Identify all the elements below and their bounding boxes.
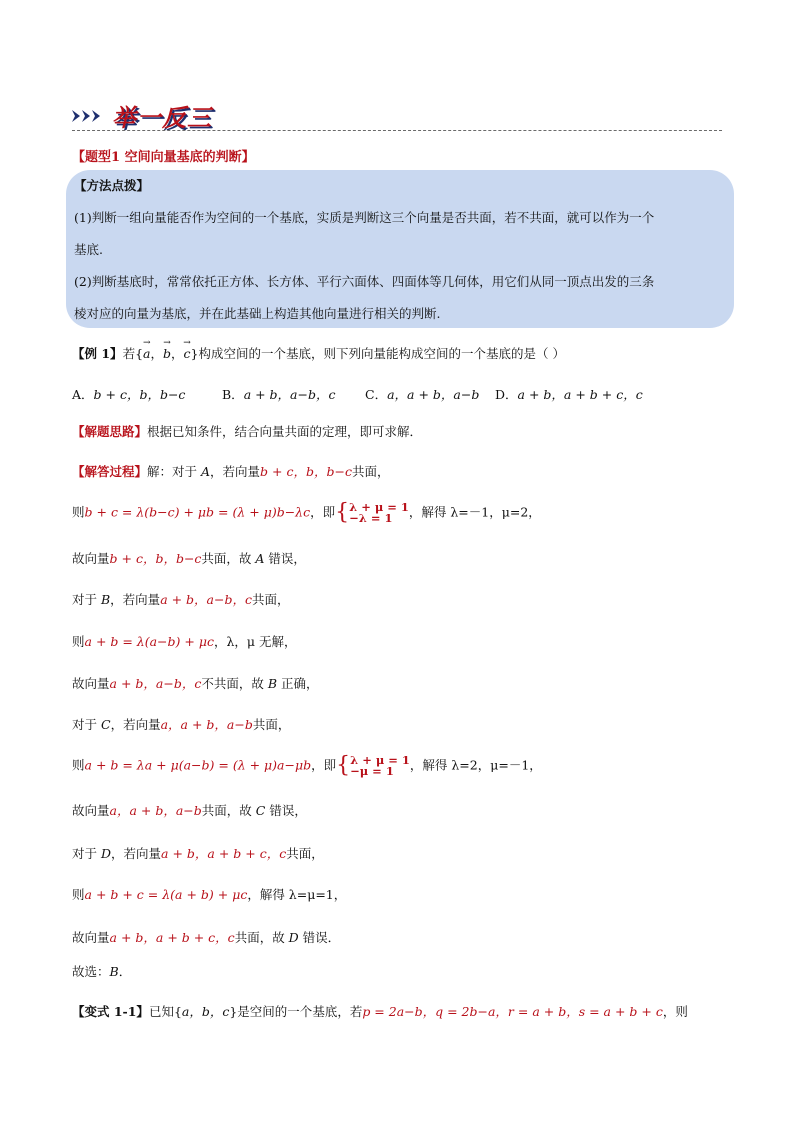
- case-letter: D: [100, 846, 112, 861]
- variant-label: 【变式 1-1】: [72, 1004, 149, 1019]
- text: ，解得 λ=2，μ=－1，: [409, 757, 542, 773]
- text: 共面，故: [201, 551, 256, 566]
- option-c: [365, 386, 479, 404]
- solution-line-10: [72, 845, 324, 863]
- case-letter: C: [100, 717, 111, 732]
- vector-definitions: p = 2a−b，q = 2b−a，r = a + b，s = a + b + c: [362, 1004, 663, 1019]
- method-point-2a: (2)判断基底时，常常依托正方体、长方体、平行六面体、四面体等几何体，用它们从同一顶点出发的三条: [74, 274, 655, 289]
- method-tips-box: [66, 170, 734, 328]
- vector-a: → a: [143, 345, 150, 363]
- equation: −λ = 1: [349, 511, 393, 525]
- option-b-text: a + b，a−b，c: [243, 387, 336, 402]
- left-brace: {: [336, 753, 351, 778]
- case-letter: A: [201, 464, 211, 479]
- case-letter: B: [100, 592, 111, 607]
- example-text-pre: 若{: [122, 346, 144, 361]
- text: ，则: [662, 1004, 688, 1019]
- case-letter: C: [255, 803, 266, 818]
- vector-expression: b + c，b，b−c: [109, 551, 202, 566]
- text: ，即: [310, 504, 336, 520]
- method-point-1a: (1)判断一组向量能否作为空间的一个基底，实质是判断这三个向量是否共面，若不共面，就可以作为一个: [74, 210, 655, 225]
- method-point-2b: 棱对应的向量为基底，并在此基础上构造其他向量进行相关的判断.: [74, 306, 441, 321]
- option-a-letter: A．: [72, 387, 94, 402]
- vector-expression: a，a + b，a−b: [109, 803, 202, 818]
- solution-line-2: [72, 502, 541, 524]
- solution-line-9: [72, 802, 307, 820]
- text: 正确，: [277, 676, 319, 691]
- text: 解：对于: [147, 464, 201, 479]
- answer-line: [72, 963, 131, 981]
- text: ，λ，μ 无解，: [213, 634, 297, 649]
- basis-vectors: a，b，c: [181, 1004, 230, 1019]
- text: 故向量: [72, 676, 110, 691]
- text: ．: [118, 964, 132, 979]
- solution-line-4: [72, 591, 290, 609]
- equation: −μ = 1: [350, 764, 394, 778]
- text: 对于: [72, 717, 101, 732]
- solution-line-8: [72, 755, 542, 777]
- text: 共面，故: [201, 803, 256, 818]
- arrow-chevrons-icon: [72, 108, 110, 124]
- question-type-title: 【题型1 空间向量基底的判断】: [72, 150, 255, 165]
- text: }是空间的一个基底，若: [229, 1004, 363, 1019]
- text: 则: [72, 634, 85, 649]
- text: ，若向量: [110, 592, 161, 607]
- banner-title: 举一反三: [112, 103, 212, 132]
- option-b-letter: B．: [222, 387, 244, 402]
- method-title: 【方法点拨】: [74, 178, 150, 193]
- solution-idea-label: 【解题思路】: [72, 424, 148, 439]
- text: 共面，: [351, 464, 390, 479]
- case-letter: D: [288, 930, 299, 945]
- vector-expression: a + b，a + b + c，c: [109, 930, 235, 945]
- solution-line-11: [72, 886, 346, 904]
- left-brace: {: [335, 500, 350, 525]
- option-d-text: a + b，a + b + c，c: [517, 387, 643, 402]
- text: ，解得 λ=－1，μ=2，: [408, 504, 541, 520]
- equation: λ + μ = 1: [349, 500, 409, 514]
- text: 共面，: [252, 592, 290, 607]
- text: 错误．: [298, 930, 341, 945]
- vector-expression: a + b，a + b + c，c: [161, 846, 287, 861]
- variant-question: [72, 1003, 688, 1021]
- option-d: [495, 386, 643, 404]
- solution-line-1: [72, 463, 389, 481]
- text: 则: [72, 757, 85, 773]
- option-b: [222, 386, 336, 404]
- text: ，若向量: [110, 717, 161, 732]
- vector-expression: b + c，b，b−c: [260, 464, 352, 479]
- text: 则: [72, 887, 85, 902]
- text: 错误，: [264, 551, 306, 566]
- vector-c: → c: [184, 345, 191, 363]
- method-point-1b: 基底.: [74, 242, 103, 257]
- equation-system: [350, 755, 410, 777]
- text: 不共面，故: [201, 676, 268, 691]
- option-a-text: b + c，b，b−c: [93, 387, 186, 402]
- vector-equation: a + b = λa + μ(a−b) = (λ + μ)a−μb: [84, 757, 312, 773]
- vector-expression: a + b，a−b，c: [109, 676, 202, 691]
- vector-equation: a + b = λ(a−b) + μc: [84, 634, 214, 649]
- text: ，即: [311, 757, 337, 773]
- banner-divider: [72, 130, 722, 131]
- text: ，若向量: [210, 464, 261, 479]
- text: 故向量: [72, 551, 110, 566]
- text: 故向量: [72, 930, 110, 945]
- text: 故选：: [72, 964, 110, 979]
- text: 共面，: [252, 717, 291, 732]
- equation: λ + μ = 1: [350, 753, 410, 767]
- text: ，解得 λ=μ=1，: [247, 887, 347, 902]
- solution-line-7: [72, 716, 290, 734]
- option-c-letter: C．: [365, 387, 388, 402]
- text: 对于: [72, 592, 101, 607]
- case-letter: A: [255, 551, 265, 566]
- solution-line-6: [72, 675, 318, 693]
- example-label: 【例 1】: [72, 346, 123, 361]
- option-c-text: a，a + b，a−b: [387, 387, 480, 402]
- equation-system: [349, 502, 409, 524]
- option-a: [72, 386, 185, 404]
- text: ，若向量: [111, 846, 162, 861]
- vector-expression: a + b，a−b，c: [160, 592, 252, 607]
- text: 则: [72, 504, 85, 520]
- solution-idea-text: 根据已知条件，结合向量共面的定理，即可求解．: [147, 424, 423, 439]
- example-question: 【例 1】若{→ a，→ b，→ c}构成空间的一个基底，则下列向量能构成空间的一个基底的是（ ）: [72, 345, 565, 363]
- answer-letter: B: [109, 964, 119, 979]
- solution-line-5: [72, 633, 297, 651]
- solution-line-3: [72, 550, 306, 568]
- text: 已知{: [148, 1004, 182, 1019]
- vector-equation: a + b + c = λ(a + b) + μc: [84, 887, 248, 902]
- solution-idea: [72, 423, 422, 441]
- vector-equation: b + c = λ(b−c) + μb = (λ + μ)b−λc: [84, 504, 311, 520]
- text: 故向量: [72, 803, 110, 818]
- vector-b: → b: [163, 345, 171, 363]
- solution-process-label: 【解答过程】: [72, 464, 148, 479]
- example-text-post: }构成空间的一个基底，则下列向量能构成空间的一个基底的是（ ）: [190, 346, 565, 361]
- section-banner: [72, 100, 722, 130]
- text: 共面，: [286, 846, 324, 861]
- solution-line-12: [72, 929, 340, 947]
- text: 错误，: [265, 803, 307, 818]
- text: 对于: [72, 846, 101, 861]
- vector-expression: a，a + b，a−b: [160, 717, 253, 732]
- option-d-letter: D．: [495, 387, 518, 402]
- text: 共面，故: [234, 930, 289, 945]
- case-letter: B: [267, 676, 277, 691]
